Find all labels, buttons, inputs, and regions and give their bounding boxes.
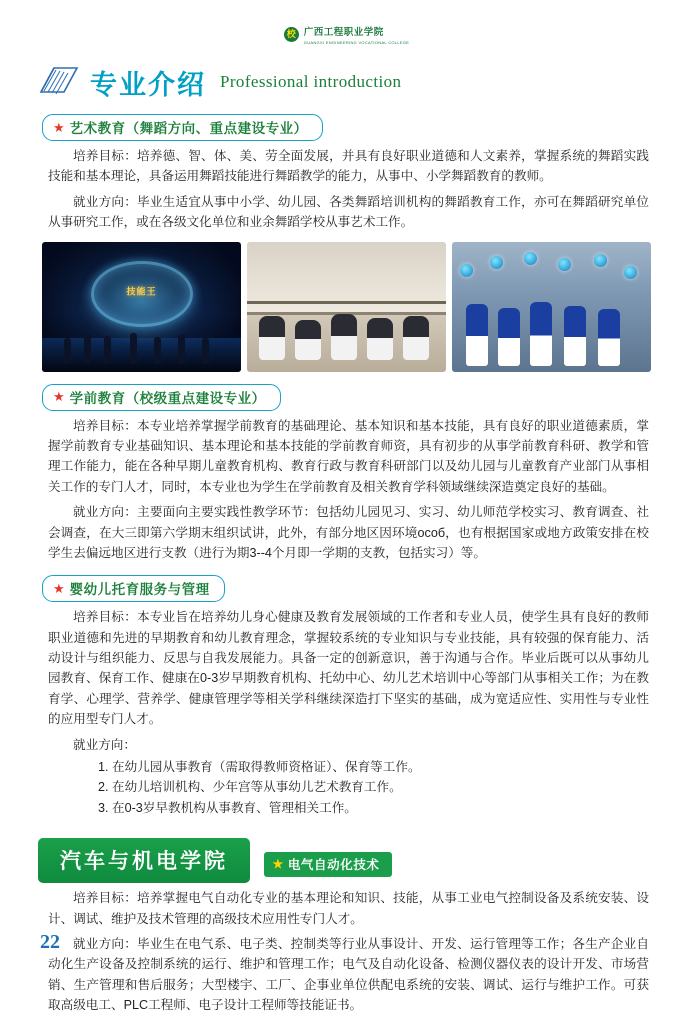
section-heading-label: 艺术教育（舞蹈方向、重点建设专业）	[69, 121, 308, 136]
studio-barre	[247, 301, 446, 304]
art-education-goal: 培养目标：培养德、智、体、美、劳全面发展，并具有良好职业道德和人文素养，掌握系统的舞蹈实践技能和基本理论，具备运用舞蹈技能进行舞蹈教学的能力，从事中、小学舞蹈教育的教师。	[48, 149, 649, 184]
pompom-icon	[558, 258, 571, 271]
star-icon: ★	[53, 580, 65, 596]
cheer-performer	[530, 302, 552, 366]
electrical-employment: 就业方向：毕业生在电气系、电子类、控制类等行业从事设计、开发、运行管理等工作；各生产企业自动化生产设备及控制系统的运行、维护和管理工作；电气及自动化设备、检测仪器仪表的设计开发、市场营销、生产管理和售后服务；大型楼宇、工厂、企事业单位供配电系统的安装、调试、运行与维护工作。可获取高级电工、PLC工程师、电子设计工程师等技能证书。	[48, 936, 649, 1013]
pompom-icon	[524, 252, 537, 265]
stage-dancer	[84, 334, 91, 364]
pompom-icon	[460, 264, 473, 277]
stage-dancer	[104, 336, 111, 364]
cheer-performer	[466, 304, 488, 366]
infant-care-employment: 就业方向：	[73, 737, 136, 752]
photo-strip	[42, 242, 651, 372]
stage-dancer	[178, 335, 185, 364]
logo-title-en: GUANGXI ENGINEERING VOCATIONAL COLLEGE	[303, 39, 410, 45]
stage-badge-text: 技能王	[126, 286, 157, 297]
stage-dancer	[130, 333, 137, 364]
stage-floor	[42, 338, 241, 372]
section-heading-electrical-automation	[264, 852, 391, 877]
studio-dancer	[403, 316, 429, 360]
section-heading-label: 婴幼儿托育服务与管理	[69, 582, 210, 598]
page-title	[34, 62, 659, 102]
studio-dancer	[295, 320, 321, 360]
infant-care-goal: 培养目标：本专业旨在培养幼儿身心健康及教育发展领域的工作者和专业人员，使学生具有良好的教师职业道德和先进的早期教育和幼儿教育理念，掌握较系统的专业知识与专业技能，具有较强的保育能力、活动设计与组织能力、反思与自我发展能力。具备一定的创新意识，善于沟通与合作。毕业后既可以从事幼儿园教育、保育工作、健康在0-3岁早期教育机构、托幼中心、幼儿艺术培训中心等部门从事相关工作；为在教育学、心理学、营养学、健康管理学等相关学科继续深造打下坚实的基础，成为宽适应性、实用性与专业性的应用型专门人才。	[48, 610, 649, 727]
photo-stage-performance	[42, 242, 241, 372]
studio-dancer	[331, 314, 357, 360]
preschool-goal: 培养目标：本专业培养掌握学前教育的基础理论、基本知识和基本技能，具有良好的职业道德素质，掌握学前教育专业基础知识、基本理论和基本技能的学前教育师资，具有初步的从事学前教育科研、教学和管理工作能力，能在各种早期儿童教育机构、教育行政与教育科研部门以及幼儿园与儿童教育产业部门从事相关工作的专门人才，同时，本专业也为学生在学前教育及相关教育学科领域继续深造奠定良好的基础。	[48, 418, 649, 494]
section-heading-infant-care	[42, 575, 225, 602]
star-icon: ★	[53, 389, 65, 405]
stage-dancer	[154, 337, 161, 364]
photo-cheerleading	[452, 242, 651, 372]
logo-texts	[304, 24, 409, 45]
department-banner: 汽车与机电学院	[38, 838, 250, 883]
studio-dancer	[259, 316, 285, 360]
book-icon	[38, 62, 80, 102]
logo-title-cn: 广西工程职业学院	[303, 26, 384, 38]
title-en: Professional introduction	[220, 72, 402, 91]
stage-dancer	[64, 338, 71, 364]
pompom-icon	[624, 266, 637, 279]
list-item: 1. 在幼儿园从事教育（需取得教师资格证）、保育等工作。	[98, 760, 421, 775]
pompom-icon	[490, 256, 503, 269]
cheer-performer	[598, 309, 620, 366]
stage-dancer	[202, 338, 209, 364]
preschool-employment: 就业方向：主要面向主要实践性教学环节：包括幼儿园见习、实习、幼儿师范学校实习、教育调查、社会调查，在大三即第六学期末组织试讲，此外，有部分地区因环境особ，也有根据国家或地方政策安排在校学生去偏远地区进行支教（进行为期3--4个月即一学期的支教，包括实习）等。	[48, 505, 649, 560]
section-heading-label: 学前教育（校级重点建设专业）	[69, 390, 266, 406]
section-heading-label: 电气自动化技术	[287, 858, 380, 873]
section-heading-preschool-education	[42, 384, 281, 411]
section-heading-art-education	[42, 114, 323, 141]
infant-care-employment-list	[48, 757, 649, 818]
star-icon: ★	[53, 119, 65, 135]
art-education-employment: 就业方向：毕业生适宜从事中小学、幼儿园、各类舞蹈培训机构的舞蹈教育工作，亦可在舞蹈研究单位从事研究工作，或在各级文化单位和业余舞蹈学校从事艺术工作。	[48, 194, 649, 230]
studio-dancer	[367, 318, 393, 360]
college-logo	[34, 0, 659, 54]
list-item: 2. 在幼儿培训机构、少年宫等从事幼儿艺术教育工作。	[98, 780, 402, 795]
cheer-performer	[564, 306, 586, 366]
photo-dance-studio	[247, 242, 446, 372]
pompom-icon	[594, 254, 607, 267]
list-item: 3. 在0-3岁早教机构从事教育、管理相关工作。	[98, 800, 357, 815]
star-icon: ★	[272, 857, 284, 872]
title-cn: 专业介绍	[90, 69, 206, 100]
logo-wrap	[284, 24, 409, 45]
electrical-goal: 培养目标：培养掌握电气自动化专业的基本理论和知识、技能，从事工业电气控制设备及系统安装、设计、调试、维护及技术管理的高级技术应用性专门人才。	[48, 891, 649, 926]
cheer-performer	[498, 308, 520, 366]
college-emblem-icon: 校	[284, 27, 299, 42]
page-number: 22	[40, 931, 60, 953]
